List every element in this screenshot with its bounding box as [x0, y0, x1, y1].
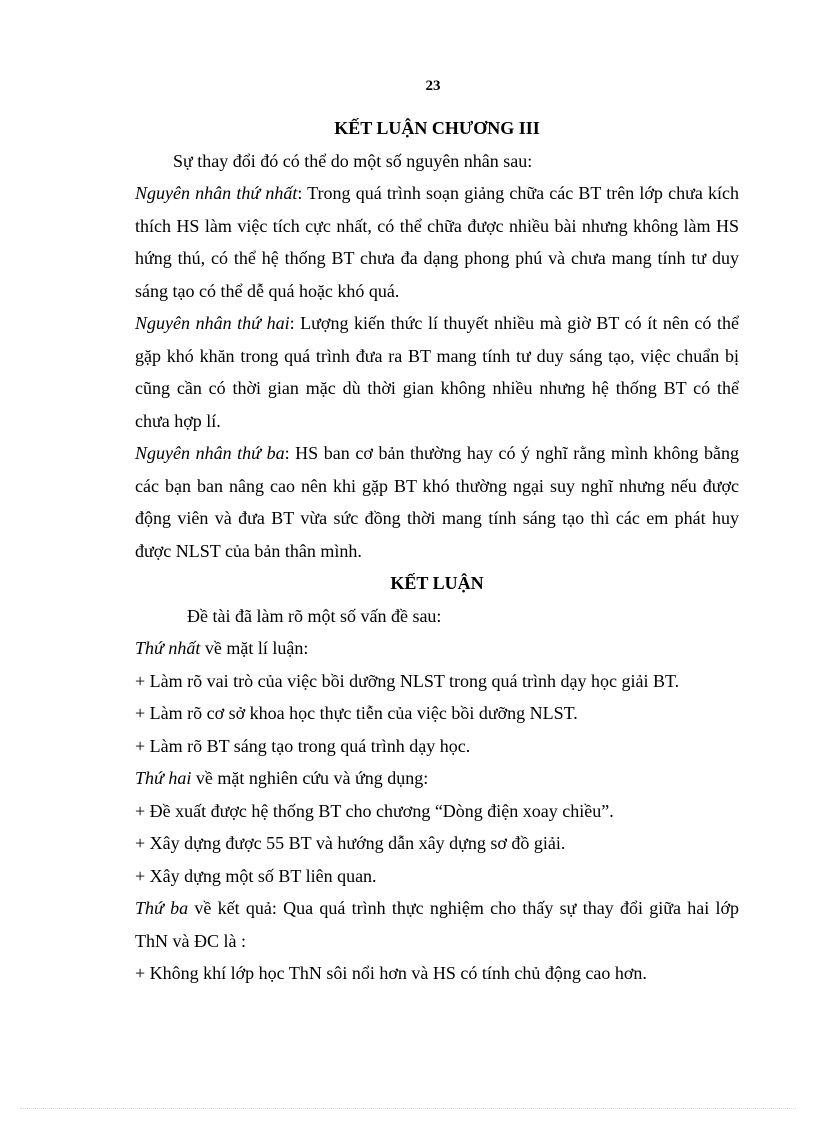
- reason-text: : HS ban cơ bản thường hay có ý nghĩ rằng mình không bằng các bạn ban nâng cao nên khi gặp BT khó thường ngại suy nghĩ nhưng nếu được động viên và đưa BT vừa sức đồng thời mang tính sáng tạo thì các em phát huy được NLST của bản thân mình.: [135, 443, 739, 561]
- conclusion-intro: Đề tài đã làm rõ một số vấn đề sau:: [187, 605, 442, 626]
- list-item: + Làm rõ BT sáng tạo trong quá trình dạy học.: [135, 735, 471, 756]
- list-item: + Xây dựng được 55 BT và hướng dẫn xây dựng sơ đồ giải.: [135, 833, 566, 853]
- footer-divider: [20, 1108, 796, 1109]
- list-item: + Làm rõ vai trò của việc bồi dưỡng NLST trong quá trình dạy học giải BT.: [135, 670, 680, 691]
- section-1-header: [135, 632, 739, 665]
- section-text: về mặt lí luận:: [200, 638, 309, 658]
- section-3-header: [135, 892, 739, 957]
- chapter-conclusion-intro: Sự thay đổi đó có thể do một số nguyên nhân sau:: [173, 150, 533, 171]
- chapter-conclusion-heading: KẾT LUẬN CHƯƠNG III: [334, 118, 540, 138]
- reason-lead: Nguyên nhân thứ nhất: [135, 183, 298, 203]
- page-content: [135, 112, 739, 990]
- reason-paragraph-3: [135, 437, 739, 567]
- section-lead: Thứ nhất: [135, 638, 201, 658]
- reason-text: : Trong quá trình soạn giảng chữa các BT trên lớp chưa kích thích HS làm việc tích cực nhất, có thể chữa được nhiều bài nhưng không làm HS hứng thú, có thể hệ thống BT chưa đa dạng phong phú và chưa mang tính tư duy sáng tạo có thể dễ quá hoặc khó quá.: [135, 183, 739, 301]
- list-item: + Làm rõ cơ sở khoa học thực tiễn của việc bồi dưỡng NLST.: [135, 703, 578, 723]
- reason-lead: Nguyên nhân thứ hai: [135, 313, 290, 333]
- section-text: về kết quả: Qua quá trình thực nghiệm cho thấy sự thay đổi giữa hai lớp ThN và ĐC là :: [135, 898, 739, 951]
- page-number: 23: [425, 78, 441, 94]
- list-item: + Đề xuất được hệ thống BT cho chương “Dòng điện xoay chiều”.: [135, 800, 614, 821]
- section-lead: Thứ ba: [135, 898, 189, 918]
- list-item: + Xây dựng một số BT liên quan.: [135, 865, 377, 886]
- section-text: về mặt nghiên cứu và ứng dụng:: [191, 768, 429, 788]
- conclusion-heading: KẾT LUẬN: [390, 573, 484, 593]
- section-2-header: [135, 762, 739, 795]
- reason-text: : Lượng kiến thức lí thuyết nhiều mà giờ BT có ít nên có thể gặp khó khăn trong quá trình đưa ra BT mang tính tư duy sáng tạo, việc chuẩn bị cũng cần có thời gian mặc dù thời gian không nhiều nhưng hệ thống BT có thể chưa hợp lí.: [135, 313, 739, 431]
- reason-lead: Nguyên nhân thứ ba: [135, 443, 285, 463]
- list-item: + Không khí lớp học ThN sôi nổi hơn và HS có tính chủ động cao hơn.: [135, 963, 647, 983]
- section-lead: Thứ hai: [135, 768, 192, 788]
- reason-paragraph-2: [135, 307, 739, 437]
- reason-paragraph-1: [135, 177, 739, 307]
